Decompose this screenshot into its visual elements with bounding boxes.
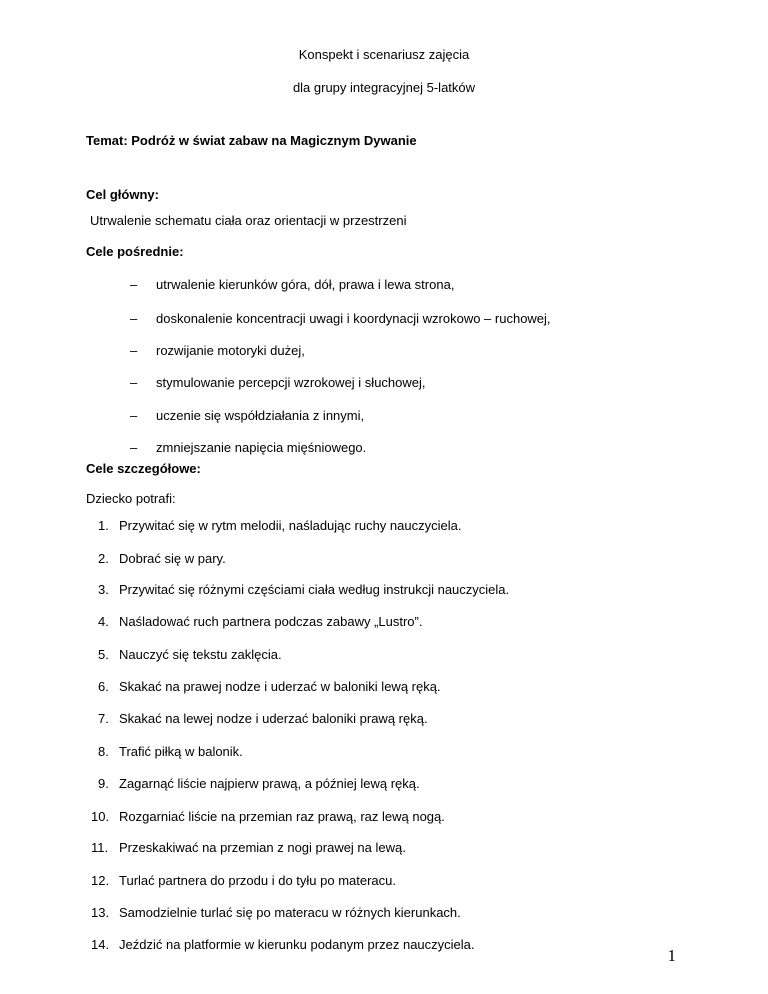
main-goal-heading: Cel główny: (86, 187, 159, 202)
list-item-text: utrwalenie kierunków góra, dół, prawa i lewa strona, (156, 277, 455, 292)
item-text: Nauczyć się tekstu zaklęcia. (119, 647, 282, 662)
item-text: Jeździć na platformie w kierunku podanym przez nauczyciela. (119, 937, 475, 952)
item-text: Naśladować ruch partnera podczas zabawy „Lustro”. (119, 614, 423, 629)
item-number: 13. (91, 905, 110, 920)
item-text: Rozgarniać liście na przemian raz prawą, raz lewą nogą. (119, 809, 445, 824)
item-number: 14. (91, 937, 110, 952)
item-number: 6. (98, 679, 109, 694)
list-item-text: doskonalenie koncentracji uwagi i koordynacji wzrokowo – ruchowej, (156, 311, 551, 326)
topic-line: Temat: Podróż w świat zabaw na Magicznym Dywanie (86, 133, 417, 148)
intermediate-goals-heading: Cele pośrednie: (86, 244, 184, 259)
item-number: 7. (98, 711, 109, 726)
item-text: Dobrać się w pary. (119, 551, 226, 566)
item-number: 1. (98, 518, 109, 533)
item-number: 8. (98, 744, 109, 759)
item-text: Skakać na prawej nodze i uderzać w baloniki lewą ręką. (119, 679, 441, 694)
item-number: 10. (91, 809, 110, 824)
list-item-text: zmniejszanie napięcia mięśniowego. (156, 440, 367, 455)
list-item-text: uczenie się współdziałania z innymi, (156, 408, 365, 423)
item-number: 11. (91, 840, 109, 855)
item-number: 12. (91, 873, 110, 888)
item-text: Zagarnąć liście najpierw prawą, a później lewą ręką. (119, 776, 420, 791)
item-number: 3. (98, 582, 109, 597)
item-number: 5. (98, 647, 109, 662)
item-text: Przeskakiwać na przemian z nogi prawej na lewą. (119, 840, 406, 855)
item-number: 4. (98, 614, 109, 629)
list-item-text: stymulowanie percepcji wzrokowej i słuchowej, (156, 375, 426, 390)
dash-bullet: – (130, 277, 138, 292)
detailed-goals-intro: Dziecko potrafi: (86, 491, 176, 506)
main-goal-text: Utrwalenie schematu ciała oraz orientacji w przestrzeni (90, 213, 407, 228)
item-text: Samodzielnie turlać się po materacu w różnych kierunkach. (119, 905, 461, 920)
list-item-text: rozwijanie motoryki dużej, (156, 343, 305, 358)
detailed-goals-heading: Cele szczegółowe: (86, 461, 201, 476)
dash-bullet: – (130, 440, 138, 455)
item-text: Trafić piłką w balonik. (119, 744, 243, 759)
item-text: Skakać na lewej nodze i uderzać baloniki prawą ręką. (119, 711, 428, 726)
item-text: Przywitać się w rytm melodii, naśladując ruchy nauczyciela. (119, 518, 462, 533)
item-number: 9. (98, 776, 109, 791)
header-title: Konspekt i scenariusz zajęcia (298, 47, 470, 62)
header-subtitle: dla grupy integracyjnej 5-latków (292, 80, 476, 95)
dash-bullet: – (130, 375, 138, 390)
item-number: 2. (98, 551, 109, 566)
page-number: 1 (667, 946, 676, 965)
dash-bullet: – (130, 343, 138, 358)
item-text: Turlać partnera do przodu i do tyłu po materacu. (119, 873, 396, 888)
item-text: Przywitać się różnymi częściami ciała według instrukcji nauczyciela. (119, 582, 510, 597)
dash-bullet: – (130, 408, 138, 423)
dash-bullet: – (130, 311, 138, 326)
